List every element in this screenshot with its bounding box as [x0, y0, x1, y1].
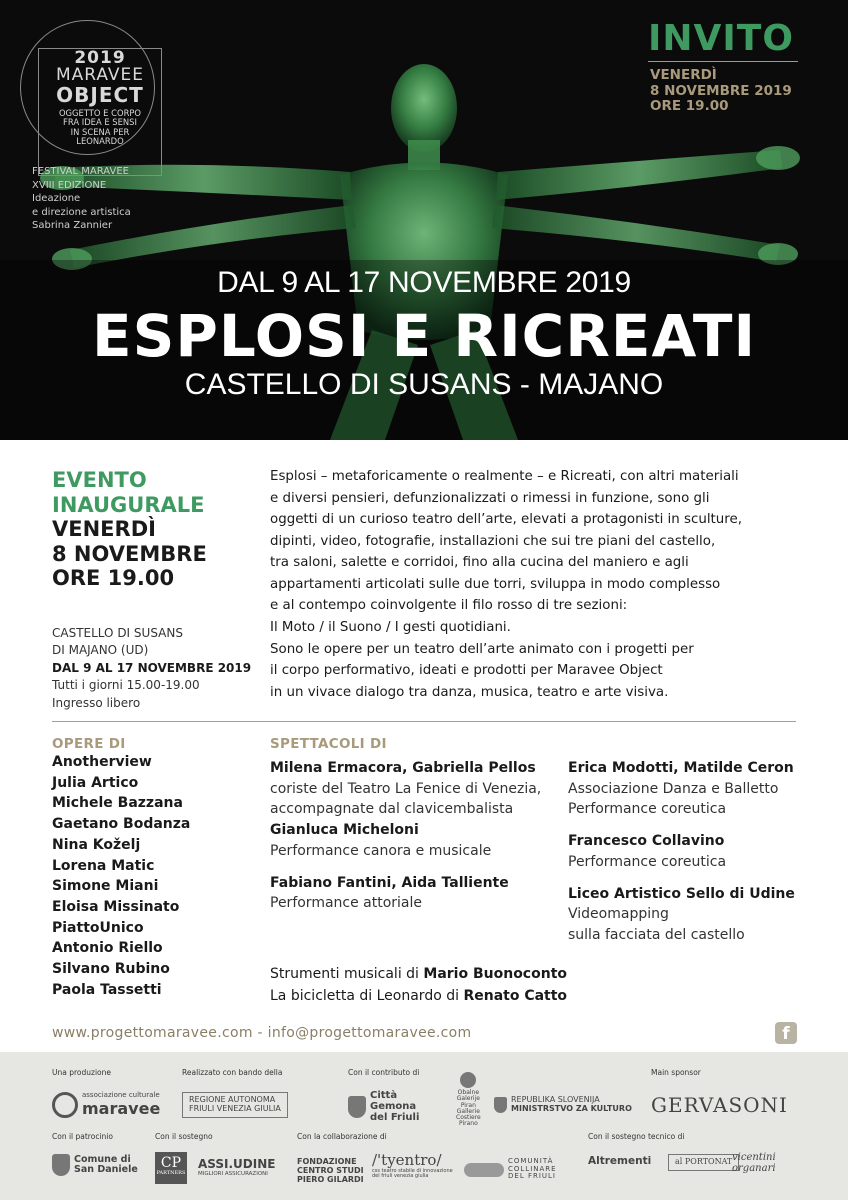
maravee-small-text: associazione culturale: [82, 1091, 160, 1100]
altrementi-logo: [588, 1156, 651, 1168]
comunita-line: COMUNITÀ: [508, 1157, 554, 1165]
gemona-crest-icon: [348, 1096, 366, 1118]
artists-list: [52, 736, 262, 1000]
description-line: appartamenti articolati sulle due torri, sviluppa in modo complesso: [270, 576, 721, 592]
teatro-line: /'tyentro/: [372, 1151, 442, 1169]
festival-line: Ideazione: [32, 193, 81, 204]
gilardi-line: FONDAZIONE: [297, 1157, 357, 1166]
gallerie-line: Pirano: [458, 1120, 478, 1128]
invite-day: VENERDÌ: [650, 67, 717, 83]
spettacoli-label: SPETTACOLI DI: [270, 736, 387, 752]
venue-dates: DAL 9 AL 17 NOVEMBRE 2019: [52, 660, 252, 675]
venue-entry: Ingresso libero: [52, 695, 141, 710]
regione-fvg-logo: [182, 1092, 288, 1118]
gallerie-line: Galerije: [456, 1095, 480, 1103]
logo-sub-line: OGGETTO E CORPO: [58, 108, 142, 119]
festival-line: e direzione artistica: [32, 206, 131, 218]
teatro-line: css teatro stabile di innovazione: [372, 1167, 453, 1174]
assi-line: ASSI.UDINE: [198, 1157, 276, 1171]
sponsor-label: Main sponsor: [651, 1068, 701, 1077]
performer-description: Associazione Danza e Balletto: [568, 780, 779, 797]
logo-name-line2: OBJECT: [56, 82, 144, 107]
performer-description: coriste del Teatro La Fenice di Venezia,: [270, 780, 542, 797]
festival-credits: [32, 165, 131, 233]
sponsor-label: Una produzione: [52, 1068, 111, 1077]
performances-column-right: [568, 758, 818, 946]
facebook-icon[interactable]: f: [775, 1022, 797, 1044]
section-divider: [52, 721, 796, 722]
san-daniele-line: San Daniele: [74, 1164, 138, 1175]
vicentini-line: organari: [732, 1163, 776, 1174]
logo-sub-line: LEONARDO: [76, 135, 124, 146]
opere-label: OPERE DI: [52, 736, 126, 752]
event-date: 8 NOVEMBRE: [52, 541, 207, 566]
performances-section: [270, 736, 810, 943]
hero-title: ESPLOSI E RICREATI: [91, 302, 757, 370]
performer-description: Performance coreutica: [568, 801, 727, 818]
description-line: e diversi pensieri, defunzionalizzati o rimessi in funzione, sono gli: [270, 490, 710, 506]
performer-name: Milena Ermacora, Gabriella Pellos: [270, 760, 536, 776]
gallerie-line: Piran: [460, 1101, 476, 1109]
gilardi-line: PIERO GILARDI: [297, 1174, 364, 1184]
slovenia-line: MINISTRSTVO ZA KULTURO: [511, 1103, 632, 1113]
teatro-line: del friuli venezia giulia: [372, 1173, 429, 1179]
regione-line: FRIULI VENEZIA GIULIA: [189, 1103, 281, 1113]
sponsor-label: Con il sostegno tecnico di: [588, 1132, 685, 1141]
artist-name: Antonio Riello: [52, 940, 163, 957]
performer-description: accompagnate dal clavicembalista: [270, 801, 514, 818]
logo-name-line1: MARAVEE: [55, 65, 145, 86]
festival-line: Sabrina Zannier: [32, 220, 113, 231]
gilardi-foundation-logo: [297, 1158, 364, 1184]
sponsor-label: Realizzato con bando della: [182, 1068, 283, 1077]
artist-name: Silvano Rubino: [52, 961, 170, 978]
gallerie-line: Obalne: [457, 1089, 480, 1096]
performer-description: Videomapping: [568, 906, 669, 923]
artist-name: Lorena Matic: [52, 857, 155, 874]
description-line: e al contempo coinvolgente il filo rosso di tre sezioni:: [270, 598, 628, 614]
invite-divider: [648, 61, 798, 62]
performances-column-left: [270, 758, 560, 914]
credit-name: Mario Buonoconto: [423, 966, 567, 982]
description-line: il corpo performativo, ideati e prodotti per Maravee Object: [270, 663, 663, 679]
cp-line: CP: [160, 1155, 182, 1171]
maravee-text: maravee: [82, 1098, 161, 1118]
regione-line: REGIONE AUTONOMA: [189, 1095, 276, 1104]
gemona-line: Gemona: [370, 1101, 417, 1112]
slovenia-crest-icon: [494, 1097, 507, 1113]
hero-dates: DAL 9 AL 17 NOVEMBRE 2019: [217, 266, 631, 299]
gemona-line: del Friuli: [370, 1112, 420, 1123]
performer-name: Gianluca Micheloni: [270, 822, 419, 839]
performer-name: Liceo Artistico Sello di Udine: [568, 885, 795, 902]
artist-name: Paola Tassetti: [52, 981, 162, 998]
event-label-line2: INAUGURALE: [52, 492, 205, 517]
artist-name: Anotherview: [52, 754, 152, 770]
artist-name: Michele Bazzana: [52, 795, 183, 812]
festival-line: XVIII EDIZIONE: [32, 179, 107, 191]
artist-name: Gaetano Bodanza: [52, 816, 191, 833]
inaugural-event: [52, 468, 262, 591]
gervasoni-logo: GERVASONI: [651, 1093, 788, 1117]
performer-name: Fabiano Fantini, Aida Talliente: [270, 874, 509, 891]
performer-name: Erica Modotti, Matilde Ceron: [568, 760, 794, 776]
logo-year: 2019: [74, 48, 126, 68]
altrementi-text: Altrementi: [588, 1155, 652, 1167]
credit-prefix: Strumenti musicali di: [270, 966, 424, 982]
credit-prefix: La bicicletta di Leonardo di: [270, 987, 464, 1004]
instruments-credits: [270, 964, 800, 1007]
artist-name: Nina Koželj: [52, 836, 141, 853]
sponsor-label: Con il contributo di: [348, 1068, 420, 1077]
logo-sub-line: FRA IDEA E SENSI: [63, 117, 137, 128]
description-line: in un vivace dialogo tra danza, musica, teatro e arte visiva.: [270, 684, 669, 700]
venue-line: CASTELLO DI SUSANS: [52, 626, 183, 640]
gemona-logo: [348, 1090, 419, 1123]
gemona-line: Città: [370, 1090, 398, 1101]
venue-line: DI MAJANO (UD): [52, 643, 149, 658]
instrument-credit: [270, 964, 800, 986]
cp-partners-logo: [155, 1152, 187, 1184]
invite-block: [648, 18, 798, 115]
san-daniele-logo: [52, 1154, 138, 1176]
comunita-collinare-logo: [464, 1158, 557, 1181]
description-line: oggetti di un curioso teatro dell’arte, elevati a protagonisti in sculture,: [270, 512, 742, 528]
instrument-credit: [270, 986, 800, 1008]
invite-date: 8 NOVEMBRE 2019: [650, 82, 792, 99]
event-time: ORE 19.00: [52, 566, 175, 591]
comunita-emblem-icon: [464, 1163, 504, 1177]
gallerie-line: Gallerie: [456, 1107, 480, 1115]
slovenia-line: REPUBLIKA SLOVENIJA: [511, 1095, 600, 1104]
logo-text: [38, 48, 162, 146]
performer-description: Performance coreutica: [568, 853, 727, 870]
assi-line: MIGLIORI ASSICURAZIONI: [198, 1171, 268, 1178]
performer-name: Francesco Collavino: [568, 833, 725, 850]
credit-name: Renato Catto: [463, 987, 568, 1004]
description-line: Il Moto / il Suono / I gesti quotidiani.: [270, 620, 511, 636]
maravee-ring-icon: [52, 1092, 78, 1118]
venue-hours: Tutti i giorni 15.00-19.00: [52, 678, 200, 693]
vicentini-line: vicentini: [732, 1152, 776, 1163]
venue-info: [52, 625, 262, 712]
logo-sub-line: IN SCENA PER: [70, 126, 130, 137]
hero-place: CASTELLO DI SUSANS - MAJANO: [184, 368, 664, 401]
performer-description: Performance canora e musicale: [270, 842, 492, 859]
vicentini-organari-logo: [732, 1152, 776, 1174]
slovenia-ministry-logo: [494, 1096, 632, 1114]
gilardi-line: CENTRO STUDI: [297, 1165, 364, 1175]
artist-name: Simone Miani: [52, 878, 159, 895]
portonat-logo: al PORTONAT: [668, 1154, 739, 1171]
maravee-association-logo: [52, 1092, 160, 1118]
hero-banner: [0, 0, 848, 440]
san-daniele-line: Comune di: [74, 1153, 131, 1165]
festival-line: FESTIVAL MARAVEE: [32, 166, 129, 177]
performer-description: Performance attoriale: [270, 895, 423, 912]
description-line: Esplosi – metaforicamente o realmente – e Ricreati, con altri materiali: [270, 469, 739, 484]
sponsor-label: Con il patrocinio: [52, 1132, 113, 1141]
comunita-line: COLLINARE: [508, 1164, 557, 1173]
website-email-link[interactable]: www.progettomaravee.com - info@progettomaravee.com: [52, 1025, 472, 1041]
comunita-line: DEL FRIULI: [508, 1172, 556, 1181]
invite-title: INVITO: [648, 18, 794, 59]
artist-name: PiattoUnico: [52, 919, 144, 936]
teatro-stabile-logo: [372, 1152, 453, 1180]
description-line: dipinti, video, fotografie, installazioni che sui tre piani del castello,: [270, 533, 716, 549]
gallerie-costiere-logo: [456, 1072, 481, 1128]
artist-name: Julia Artico: [52, 774, 139, 791]
description-line: Sono le opere per un teatro dell’arte animato con i progetti per: [270, 641, 694, 657]
cp-line: PARTNERS: [156, 1170, 186, 1177]
assi-udine-logo: [198, 1158, 275, 1177]
description-line: tra saloni, salette e corridoi, fino alla cucina del maniero e agli: [270, 555, 689, 571]
sponsors-band: [0, 1052, 848, 1200]
gallerie-line: Costiere: [456, 1114, 481, 1122]
artist-name: Eloisa Missinato: [52, 898, 180, 915]
gallerie-emblem-icon: [460, 1072, 476, 1088]
exhibition-description: [270, 466, 815, 703]
performer-description: sulla facciata del castello: [568, 926, 745, 943]
sponsor-label: Con il sostegno: [155, 1132, 213, 1141]
event-label-line1: EVENTO: [52, 468, 147, 492]
event-day: VENERDÌ: [52, 517, 156, 542]
invite-time: ORE 19.00: [650, 98, 729, 115]
sponsor-label: Con la collaborazione di: [297, 1132, 387, 1141]
san-daniele-crest-icon: [52, 1154, 70, 1176]
